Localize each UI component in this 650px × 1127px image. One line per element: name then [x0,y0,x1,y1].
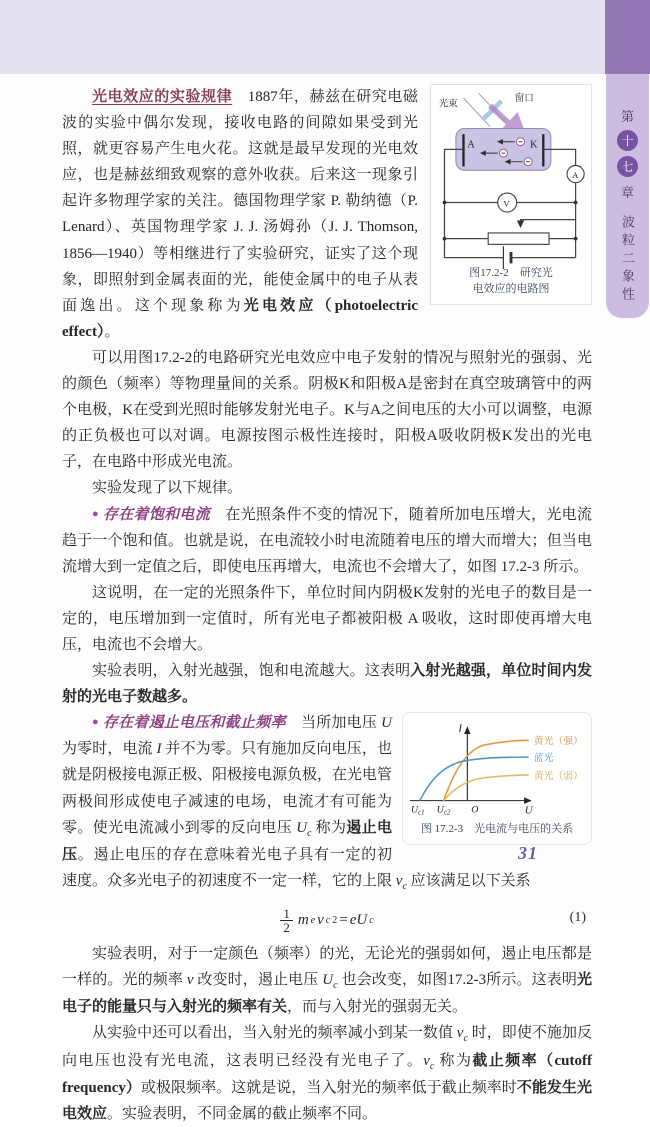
figure-circuit-caption: 图17.2-2 研究光 电效应的电路图 [469,267,553,295]
curve-blue [420,757,529,801]
paragraph-saturation-result: 实验表明，入射光越强，饱和电流越大。这表明入射光越强，单位时间内发射的光电子数越多。 [62,663,592,706]
window-label: 窗口 [514,93,534,104]
anode-label: A [467,139,475,151]
chapter-number-circle-2: 七 [617,156,638,177]
paragraph-intro: 光电效应的实验规律 1887年，赫兹在研究电磁波的实验中偶尔发现，接收电路的间隙如果受到光照，就更容易产生电火花。这就是最早发现的光电效应，也是赫兹细致观察的意外收获。后来这一现象引起许多物理学家的关注。德国物理学家 P. 勒纳德（P. Lenard）、英国物理学家 J. J. 汤姆孙（J. J. Thomson, 1856—1940）等相继进行了实验研究，证实了这个现象，即照射到金属表面的光，能使金属中的电子从表面逸出。这个现象称为光电效应（photoelectric effect）。 [62,89,418,340]
chapter-suffix: 章 [620,185,634,200]
x-axis-label: U [524,804,533,817]
paragraph-circuit: 可以用图17.2-2的电路研究光电效应中电子发射的情况与照射光的强弱、光的颜色（频率）等物理量间的关系。阴极K和阳极A是密封在真空玻璃管中的两个电极，K在受到光照时能够发射光电子。K与A之间电压的大小可以调整，电源的正负极也可以对调。电源按图示极性连接时，阳极A吸收阴极K发出的光电子，在电路中形成光电流。 [62,349,592,471]
paragraph-saturation: ● 存在着饱和电流 在光照条件不变的情况下，随着所加电压增大，光电流趋于一个饱和值。也就是说，在电流较小时电流随着电压的增大而增大；但当电流增大到一定值之后，即使电压再增大，电流也不会增大了，如图 17.2-3 所示。 [62,506,592,575]
junction-dot [574,201,578,205]
paragraph-cutoff-frequency: 从实验中还可以看出，当入射光的频率减小到某一数值 $\nu_c$ 时，即使不施加反向电压也没有光电流，这表明已经没有光电子了。$\nu_c$ 称为截止频率（cutoff frequency）或极限频率。这就是说，当入射光的频率低于截止频率时不能发生光电效应。实验表明，不同金属的截止频率不同。 [62,1025,592,1123]
curve-yellow-weak [444,775,529,801]
paragraph-frequency-relation: 实验表明，对于一定颜色（频率）的光，无论光的强弱如何，遏止电压都是一样的。光的频率 ν 改变时，遏止电压 $U_c$ 也会改变，如图17.2-3所示。这表明光电子的能量只与入射光的频率有关，而与入射光的强弱无关。 [62,945,592,1016]
junction-dot [443,201,447,205]
junction-dot [443,237,447,241]
chapter-side-tab [606,74,649,318]
uc1-tick-label: $U_{c1}$ [410,804,425,817]
paragraph-saturation-explain: 这说明，在一定的光照条件下，单位时间内阴极K发射的光电子的数目是一定的，电压增加到一定值时，所有光电子都被阳极 A 吸收，这时即使再增大电压，电流也不会增大。 [62,584,592,653]
ammeter-label: A [572,169,579,180]
potentiometer-wiper [521,220,576,228]
uc2-tick-label: $U_{c2}$ [436,804,451,817]
fraction-one-half: $\frac{1}{2}$ [280,907,293,935]
curve-yellow-strong [444,741,529,801]
junction-dot [574,237,578,241]
legend-yellow-strong: 黄光（强） [533,736,583,748]
corner-accent-square [605,0,650,74]
main-text-column [62,84,592,1127]
chapter-label [617,106,638,201]
potentiometer [488,233,549,244]
page-number: 31 [518,843,538,863]
y-axis-label: I [458,722,463,735]
paragraph-stopping-voltage: ● 存在着遏止电压和截止频率 当所加电压 U 为零时，电流 I 并不为零。只有施加反向电压，也就是阴极接电源正极、阳极接电源负极，在光电管两极间形成使电子减速的电场，电流才有可能为零。使光电流减小到零的反向电压 $U_c$ 称为遏止电压。遏止电压的存在意味着光电子具有一定的初速度。众多光电子的初速度不一定一样，它的上限 $v_c$ 应该满足以下关系 [62,715,531,893]
chapter-number-circle-1: 十 [617,130,638,151]
beam-edge-line [464,98,491,127]
beam-label: 光束 [438,99,458,110]
cathode-label: K [530,139,538,151]
chapter-prefix: 第 [620,109,634,124]
paragraph-rules-lead: 实验发现了以下规律。 [92,480,243,497]
equation-number: (1) [569,909,586,925]
chapter-title: 波粒二象性 [620,215,635,305]
iu-chart [404,717,590,817]
voltmeter-label: V [503,198,510,209]
circuit-diagram [435,89,587,261]
legend-blue: 蓝光 [533,753,554,765]
figure-iu-caption: 图 17.2-3 光电流与电压的关系 [420,823,574,836]
legend-yellow-weak: 黄光（弱） [533,771,583,783]
figure-circuit [430,84,592,305]
figure-iu-graph [402,712,592,845]
origin-label: O [471,804,479,816]
equation-1: $\frac{1}{2}$ m e v c 2 = eU c (1) [62,906,592,935]
top-band [0,0,650,74]
